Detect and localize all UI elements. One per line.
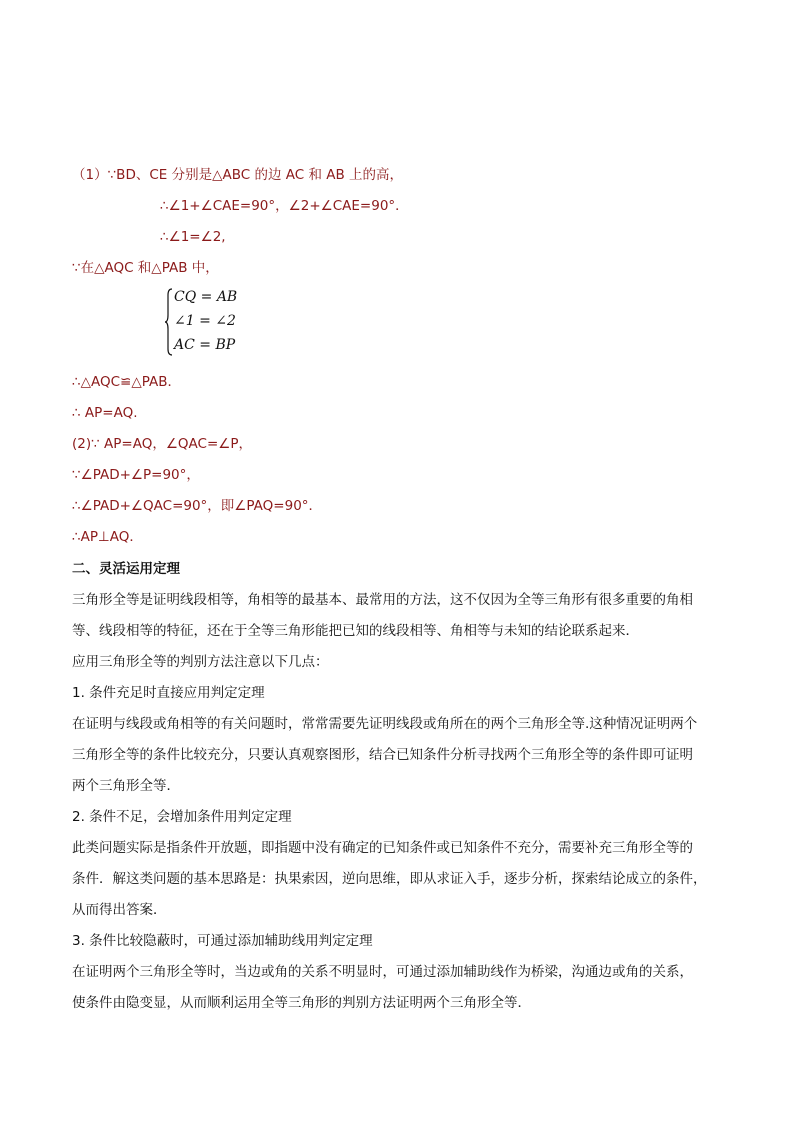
item3-title: 3. 条件比较隐蔽时，可通过添加辅助线用判定定理 bbox=[72, 933, 373, 949]
proof-line-5: ∴△AQC≌△PAB． bbox=[72, 374, 181, 390]
proof-line-9: ∴∠PAD+∠QAC=90°，即∠PAQ=90°． bbox=[72, 498, 323, 514]
item1-line-3: 两个三角形全等． bbox=[72, 778, 180, 794]
item2-line-1: 此类问题实际是指条件开放题，即指题中没有确定的已知条件或已知条件不充分，需要补充三角形全等的 bbox=[72, 840, 693, 856]
proof-line-10: ∴AP⊥AQ． bbox=[72, 529, 143, 545]
item3-line-1: 在证明两个三角形全等时，当边或角的关系不明显时，可通过添加辅助线作为桥梁，沟通边或角的关系， bbox=[72, 964, 693, 980]
proof-line-7: (2)∵ AP=AQ，∠QAC=∠P， bbox=[72, 436, 253, 452]
item1-line-2: 三角形全等的条件比较充分，只要认真观察图形，结合已知条件分析寻找两个三角形全等的条件即可证明 bbox=[72, 747, 693, 763]
condition-2: ∠1 = ∠2 bbox=[174, 313, 236, 329]
intro-line-2: 等、线段相等的特征，还在于全等三角形能把已知的线段相等、角相等与未知的结论联系起来． bbox=[72, 623, 639, 639]
intro-line-1: 三角形全等是证明线段相等，角相等的最基本、最常用的方法，这不仅因为全等三角形有很多重要的角相 bbox=[72, 592, 693, 608]
item1-line-1: 在证明与线段或角相等的有关问题时，常常需要先证明线段或角所在的两个三角形全等.这种情况证明两个 bbox=[72, 716, 698, 732]
note-line: 应用三角形全等的判别方法注意以下几点： bbox=[72, 654, 329, 670]
proof-line-4: ∵在△AQC 和△PAB 中， bbox=[72, 260, 219, 276]
condition-1: CQ = AB bbox=[174, 289, 238, 305]
item3-line-2: 使条件由隐变显，从而顺利运用全等三角形的判别方法证明两个三角形全等． bbox=[72, 995, 531, 1011]
condition-3: AC = BP bbox=[174, 337, 236, 353]
proof-line-6: ∴ AP=AQ. bbox=[72, 405, 138, 421]
conditions-system bbox=[164, 287, 304, 359]
proof-line-2: ∴∠1+∠CAE=90°，∠2+∠CAE=90°． bbox=[160, 198, 409, 214]
proof-line-3: ∴∠1=∠2, bbox=[160, 229, 226, 245]
section-heading: 二、灵活运用定理 bbox=[72, 561, 180, 577]
intro-paragraph bbox=[72, 585, 724, 1019]
left-brace-icon bbox=[164, 287, 174, 357]
proof-line-8: ∵∠PAD+∠P=90°， bbox=[72, 467, 200, 483]
item2-line-2: 条件．解这类问题的基本思路是：执果索因，逆向思维，即从求证入手，逐步分析，探索结论成立的条件， bbox=[72, 871, 707, 887]
proof-line-1: （1）∵BD、CE 分别是△ABC 的边 AC 和 AB 上的高， bbox=[72, 167, 404, 183]
item1-title: 1. 条件充足时直接应用判定定理 bbox=[72, 685, 265, 701]
item2-title: 2. 条件不足，会增加条件用判定定理 bbox=[72, 809, 292, 825]
item2-line-3: 从而得出答案． bbox=[72, 902, 167, 918]
